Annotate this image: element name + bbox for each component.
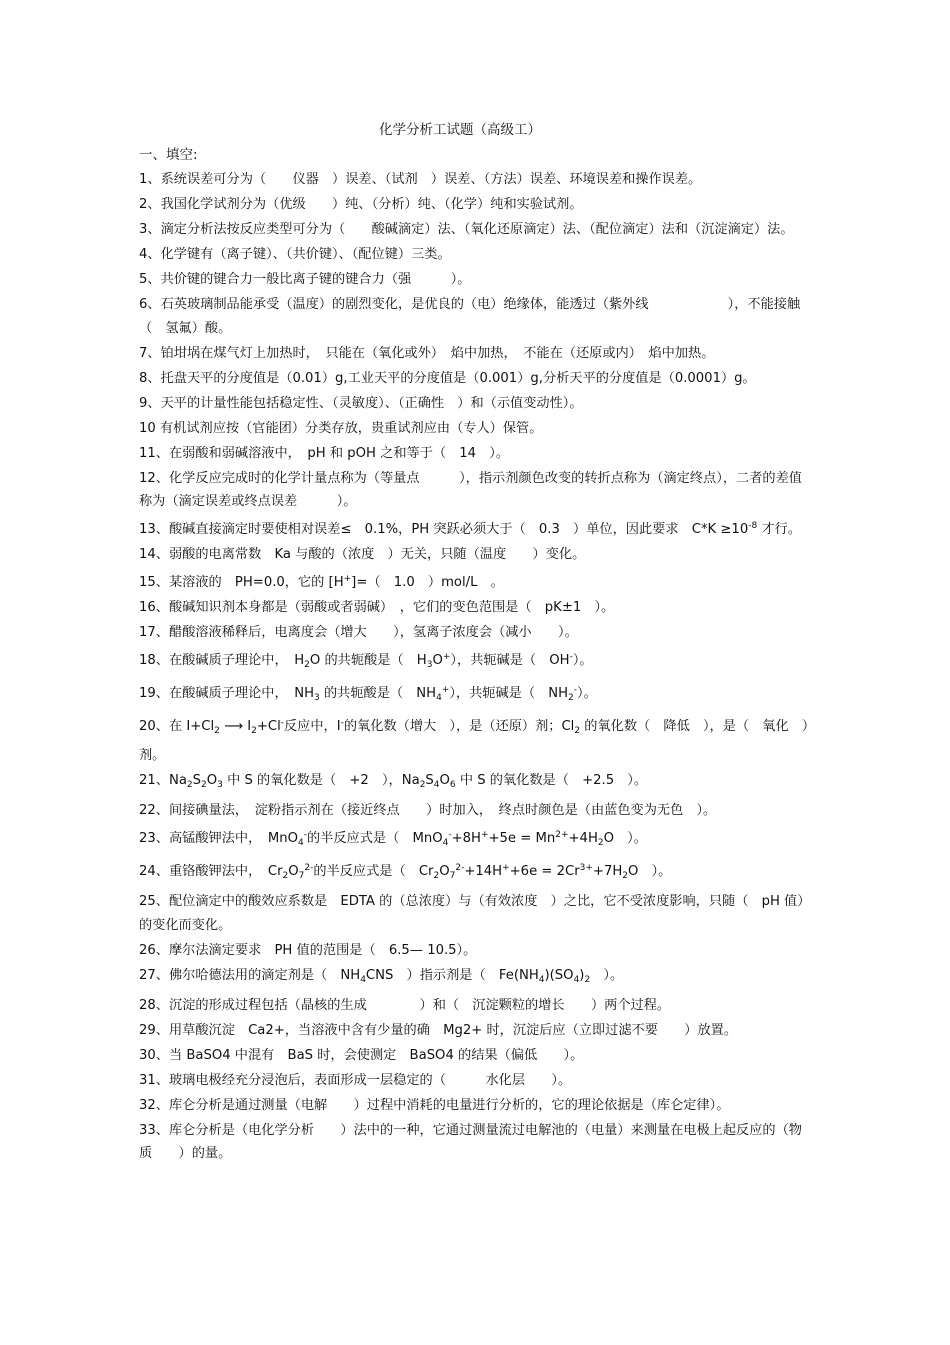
question-20: 20、在 $I+Cl_2$ ⟶ $I_2+Cl^-$反应中，I-的氧化数（增大 ），是（还原）剂；$Cl_2$ 的氧化数（ 降低 ），是（ 氧化 ）剂。 [139,718,809,764]
question-13: 13、酸碱直接滴定时要使相对误差≤ 0.1%，PH 突跃必须大于（ 0.3 ）单位，因此要求 $C*K \ge 10^{-8}$ 才行。 [139,521,801,538]
question-23: 23、高锰酸钾法中， MnO$_4$-的半反应式是（ $MnO_4^-+8H^++5e = Mn^{2+}+4H_2O$ ）。 [139,830,647,849]
question-8: 8、托盘天平的分度值是（0.01）g,工业天平的分度值是（0.001）g,分析天平的分度值是（0.0001）g。 [139,370,756,386]
question-24: 24、重铬酸钾法中， $Cr_2O_7^{2-}$的半反应式是（ $Cr_2O_7^{2-}+14H^++6e = 2Cr^{3+}+7H_2O$ ）。 [139,863,672,882]
question-29: 29、用草酸沉淀 Ca2+，当溶液中含有少量的确 Mg2+ 时，沉淀后应（立即过滤不要 ）放置。 [139,1022,738,1038]
question-5: 5、共价键的键合力一般比离子键的键合力（强 ）。 [139,271,471,287]
question-19: 19、在酸碱质子理论中， $NH_3$ 的共轭酸是（ $NH_4^+$），共轭碱是（ $NH_2^-$）。 [139,685,597,704]
section-heading: 一、填空: [139,147,198,163]
question-25: 25、配位滴定中的酸效应系数是 EDTA 的（总浓度）与（有效浓度 ）之比，它不受浓度影响，只随（ pH 值）的变化而变化。 [139,894,811,933]
question-2: 2、我国化学试剂分为（优级 ）纯、（分析）纯、（化学）纯和实验试剂。 [139,196,583,212]
question-12: 12、化学反应完成时的化学计量点称为（等量点 ），指示剂颜色改变的转折点称为（滴定终点），二者的差值称为（滴定误差或终点误差 ）。 [139,470,802,510]
question-27: 27、佛尔哈德法用的滴定剂是（ $NH_4CNS$ ）指示剂是（ $Fe(NH_4)(SO_4)_2$ ）。 [139,967,624,985]
question-22: 22、间接碘量法， 淀粉指示剂在（接近终点 ）时加入， 终点时颜色是（由蓝色变为无色 ）。 [139,803,717,819]
question-10: 10 有机试剂应按（官能团）分类存放，贵重试剂应由（专人）保管。 [139,420,543,436]
question-31: 31、玻璃电极经充分浸泡后，表面形成一层稳定的（ 水化层 ）。 [139,1072,572,1088]
question-30: 30、当 BaSO4 中混有 BaS 时，会使测定 BaSO4 的结果（偏低 ）。 [139,1047,584,1063]
question-16: 16、酸碱知识剂本身都是（弱酸或者弱碱） ，它们的变色范围是（ pK±1 ）。 [139,600,615,616]
question-4: 4、化学键有（离子键）、（共价键）、（配位键）三类。 [139,246,451,262]
question-15: 15、某溶液的 PH=0.0，它的 [H+]=（ 1.0 ）mol/L 。 [139,574,504,591]
question-17: 17、醋酸溶液稀释后，电离度会（增大 ），氢离子浓度会（减小 ）。 [139,625,578,641]
question-1: 1、系统误差可分为（ 仪器 ）误差、（试剂 ）误差、（方法）误差、环境误差和操作误差。 [139,172,702,187]
question-11: 11、在弱酸和弱碱溶液中， pH 和 pOH 之和等于（ 14 ）。 [139,445,510,461]
question-3: 3、滴定分析法按反应类型可分为（ 酸碱滴定）法、（氧化还原滴定）法、（配位滴定）法和（沉淀滴定）法。 [139,221,794,237]
question-6: 6、石英玻璃制品能承受（温度）的剧烈变化，是优良的（电）绝缘体，能透过（紫外线 ），不能接触（ 氢氟）酸。 [139,296,801,336]
question-26: 26、摩尔法滴定要求 PH 值的范围是（ 6.5— 10.5）。 [139,942,477,958]
question-18: 18、在酸碱质子理论中， $H_2O$ 的共轭酸是（ $H_3O^+$），共轭碱是（ OH-）。 [139,652,593,671]
question-9: 9、天平的计量性能包括稳定性、（灵敏度）、（正确性 ）和（示值变动性）。 [139,395,583,411]
question-33: 33、库仑分析是（电化学分析 ）法中的一种，它通过测量流过电解池的（电量）来测量在电极上起反应的（物质 ）的量。 [139,1122,802,1162]
question-14: 14、弱酸的电离常数 Ka 与酸的（浓度 ）无关，只随（温度 ）变化。 [139,547,586,563]
question-list [139,168,811,1167]
question-21: 21、$Na_2S_2O_3$ 中 S 的氧化数是（ +2 ），$Na_2S_4O_6$ 中 S 的氧化数是（ +2.5 ）。 [139,773,648,791]
question-28: 28、沉淀的形成过程包括（晶核的生成 ）和（ 沉淀颗粒的增长 ）两个过程。 [139,997,671,1013]
question-32: 32、库仑分析是通过测量（电解 ）过程中消耗的电量进行分析的，它的理论依据是（库仑定律）。 [139,1097,730,1113]
question-7: 7、铂坩埚在煤气灯上加热时， 只能在（氧化或外） 焰中加热， 不能在（还原或内） 焰中加热。 [139,345,715,361]
document-title: 化学分析工试题（高级工） [379,122,541,138]
